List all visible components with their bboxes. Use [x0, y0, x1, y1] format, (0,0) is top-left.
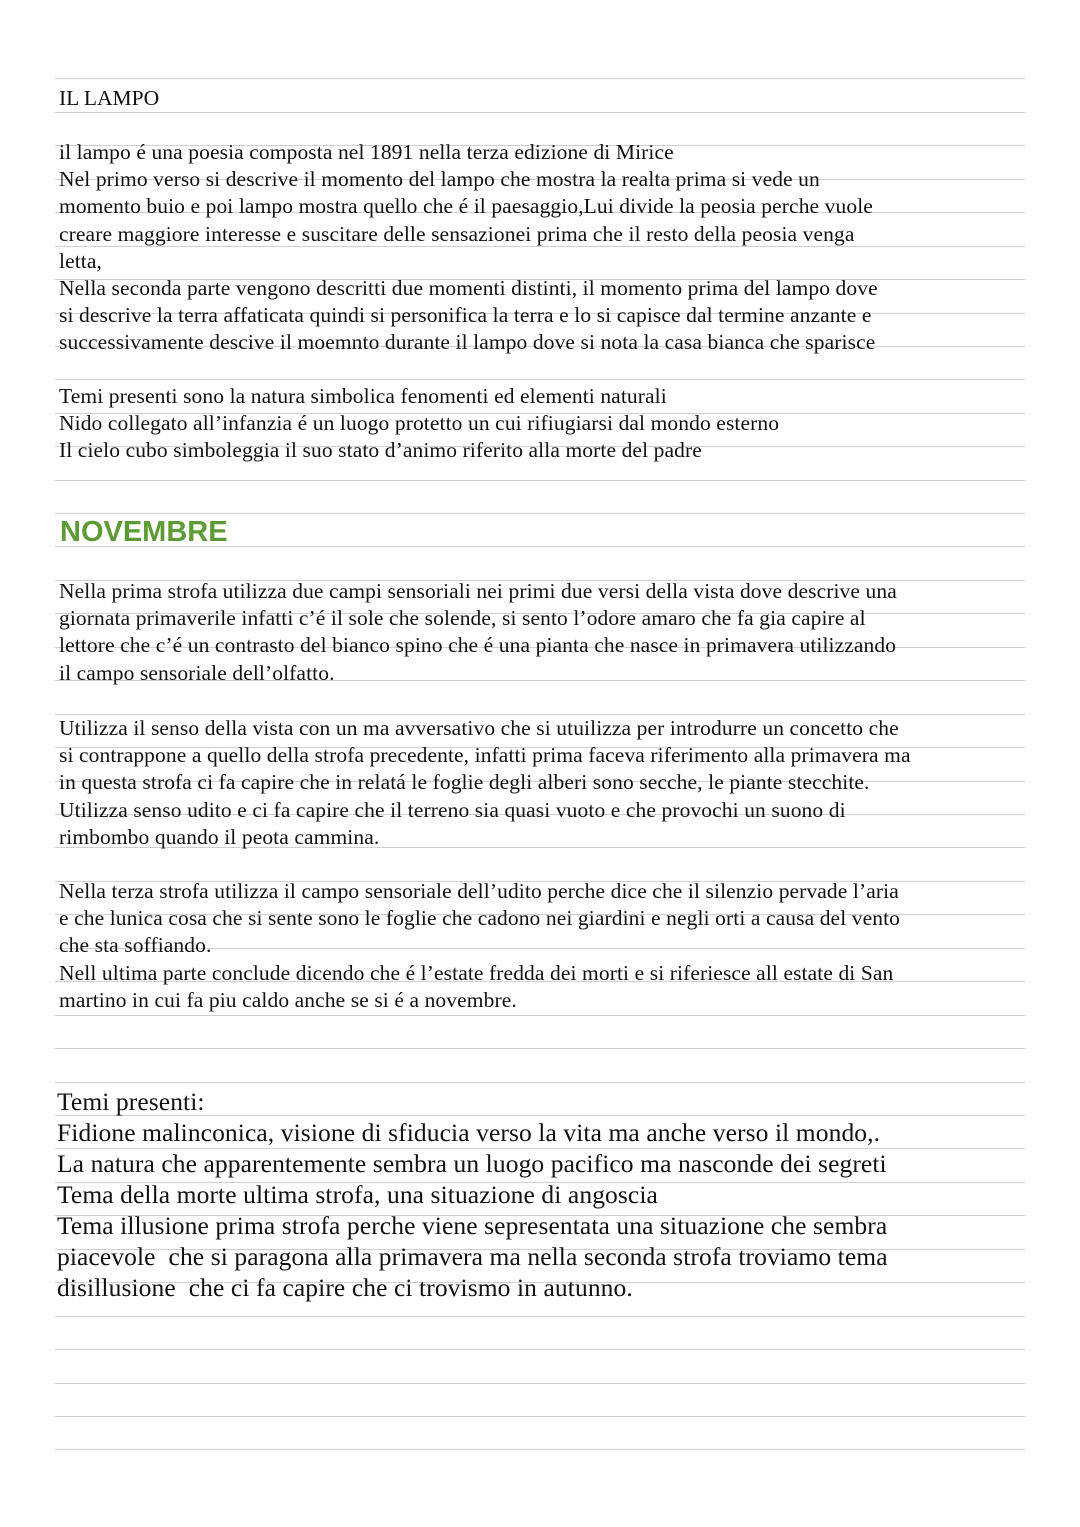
document-title: IL LAMPO	[59, 86, 160, 110]
rule-line	[55, 1449, 1025, 1450]
rule-line	[55, 78, 1025, 79]
temi-paragraph-text: Temi presenti: Fidione malinconica, visione di sfiducia verso la vita ma anche verso il mondo,. La natura che apparentemente sembra un luogo pacifico ma nasconde dei segreti Tema della morte ultima strofa, una situazione di angoscia Tema illusione prima strofa perche viene sepresentata una situazione che sembra piacevole che si paragona alla primavera ma nella seconda strofa troviamo tema disillusione che ci fa capire che ci trovismo in autunno.	[57, 1087, 888, 1302]
rule-line	[55, 112, 1025, 113]
novembre-paragraph-3-text: Nella terza strofa utilizza il campo sensoriale dell’udito perche dice che il silenzio pervade l’aria e che lunica cosa che si sente sono le foglie che cadono nei giardini e negli orti a causa del vento che sta soffiando. Nell ultima parte conclude dicendo che é l’estate fredda dei morti e si riferiesce all estate di San martino in cui fa piu caldo anche se si é a novembre.	[59, 879, 901, 1012]
rule-line	[55, 1316, 1025, 1317]
rule-line	[55, 1383, 1025, 1384]
lampo-paragraph-2	[59, 383, 1025, 465]
section-title-novembre: NOVEMBRE	[60, 516, 228, 548]
rule-line	[55, 379, 1025, 380]
rule-line	[55, 1416, 1025, 1417]
lampo-paragraph-1-text: il lampo é una poesia composta nel 1891 nella terza edizione di Mirice Nel primo verso si descrive il momento del lampo che mostra la realta prima si vede un momento buio e poi lampo mostra quello che é il paesaggio,Lui divide la peosia perche vuole creare maggiore interesse e suscitare delle sensazionei prima che il resto della peosia venga letta, Nella seconda parte vengono descritti due momenti distinti, il momento prima del lampo dove si descrive la terra affaticata quindi si personifica la terra e lo si capisce dal termine anzante e successivamente descive il moemnto durante il lampo dove si nota la casa bianca che sparisce	[59, 140, 878, 355]
rule-line	[55, 1015, 1025, 1016]
novembre-paragraph-2	[59, 715, 1025, 851]
novembre-paragraph-1	[59, 578, 1025, 687]
lampo-paragraph-2-text: Temi presenti sono la natura simbolica fenomenti ed elementi naturali Nido collegato all’infanzia é un luogo protetto un cui rifiugiarsi dal mondo esterno Il cielo cubo simboleggia il suo stato d’animo riferito alla morte del padre	[59, 384, 780, 463]
rule-line	[55, 1082, 1025, 1083]
novembre-paragraph-3	[59, 878, 1025, 1014]
rule-line	[55, 480, 1025, 481]
rule-line	[55, 1349, 1025, 1350]
lampo-paragraph-1	[59, 139, 1025, 357]
novembre-paragraph-1-text: Nella prima strofa utilizza due campi sensoriali nei primi due versi della vista dove descrive una giornata primaverile infatti c’é il sole che solende, si sento l’odore amaro che fa gia capire al lettore che c’é un contrasto del bianco spino che é una pianta che nasce in primavera utilizzando il campo sensoriale dell’olfatto.	[59, 579, 897, 685]
novembre-paragraph-2-text: Utilizza il senso della vista con un ma avversativo che si utuilizza per introdurre un concetto che si contrappone a quello della strofa precedente, infatti prima faceva riferimento alla primavera ma in questa strofa ci fa capire che in relatá le foglie degli alberi sono secche, le piante stecchite. Utilizza senso udito e ci fa capire che il terreno sia quasi vuoto e che provochi un suono di rimbombo quando il peota cammina.	[59, 716, 911, 849]
temi-paragraph	[57, 1086, 1023, 1303]
rule-line	[55, 1048, 1025, 1049]
